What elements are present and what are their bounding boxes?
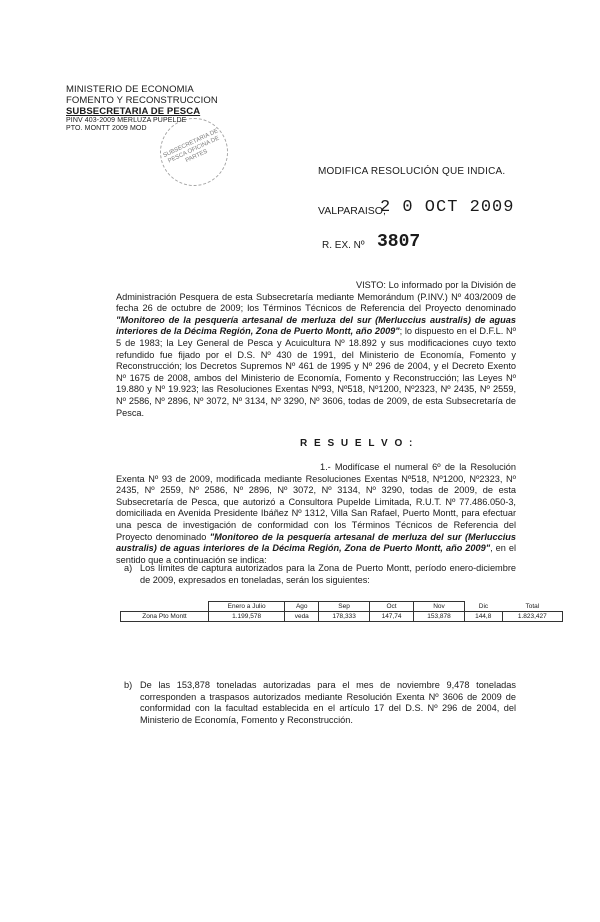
table-cell: 178,333	[319, 612, 370, 622]
visto-label: VISTO:	[356, 280, 386, 290]
table-header: Ago	[285, 602, 319, 612]
point-1-text-b: , en el sentido que a continuación se indica:	[116, 543, 517, 565]
table-cell: 144,8	[464, 612, 502, 622]
table-header: Nov	[414, 602, 465, 612]
point-1-paragraph	[116, 462, 516, 566]
reference-line-2: PTO. MONTT 2009 MOD	[66, 125, 147, 132]
table-cell: 153,878	[414, 612, 465, 622]
visto-paragraph	[116, 280, 516, 419]
table-header: Oct	[369, 602, 413, 612]
ministry-line-1: MINISTERIO DE ECONOMIA	[66, 84, 194, 95]
visto-text-a: Lo informado por la División de Administración Pesquera de esta Subsecretaría mediante Memorándum (P.INV.) Nº 403/2009 de fecha 26 de octubre de 2009; los Términos Técnicos de Referencia del Proyecto denominado	[116, 280, 517, 314]
table-header: Enero a Julio	[208, 602, 284, 612]
visto-project-name: "Monitoreo de la pesquería artesanal de merluza del sur (Merluccius australis) de aguas interiores de la Décima Región, Zona de Puerto Montt, año 2009"	[116, 314, 516, 337]
point-1-text-a: Exenta Nº 93 de 2009, modificada mediante Resoluciones Exentas Nº518, Nº1200, Nº2323, Nº 2435, Nº 2559, Nº 2586, Nº 2896, Nº 3072, Nº 3134, Nº 3290, todas de 2009, de esta Subsecretaría de Pesca, que autorizó a Consultora Pupelde Limitada, R.U.T. Nº 77.486.050-3, domiciliada en Avenida Presidente Ibáñez Nº 1312, Villa San Rafael, Puerto Montt, para efectuar una pesca de investigación de conformidad con los Términos Técnicos de Referencia del Proyecto denominado	[116, 473, 516, 542]
rex-label: R. EX. Nº	[322, 240, 365, 251]
point-1-project-name: "Monitoreo de la pesquería artesanal de merluza del sur (Merluccius australis) de aguas interiores de la Décima Región, Zona de Puerto Montt, año 2009"	[116, 531, 516, 554]
office-stamp-text: SUBSECRETARIA DE PESCA OFICINA DE PARTES	[162, 128, 221, 165]
table-header: Total	[502, 602, 562, 612]
table-corner	[121, 602, 209, 612]
table-header: Sep	[319, 602, 370, 612]
rex-number: 3807	[377, 232, 421, 252]
catch-limits-table	[120, 601, 563, 622]
table-cell: 1.823,427	[502, 612, 562, 622]
point-1-lead: 1.- Modifícase el numeral 6º de la Resolución	[320, 462, 516, 472]
table-cell: 147,74	[369, 612, 413, 622]
item-b-label: b)	[124, 680, 133, 690]
visto-text-b: ; lo dispuesto en el D.F.L. Nº 5 de 1983; la Ley General de Pesca y Acuicultura Nº 18.892 y sus modificaciones cuyo texto refundido fue fijado por el D.S. Nº 430 de 1991, del Ministerio de Economía, Fomento y Reconstrucción; los Decretos Supremos Nº 461 de 1995 y Nº 296 de 2004, y el Decreto Exento Nº 1675 de 2008, ambos del Ministerio de Economía, Fomento y Reconstrucción; las Leyes Nº 19.880 y Nº 19.923; las Resoluciones Exentas Nº93, Nº518, Nº1200, Nº2323, Nº 2435, Nº 2559, Nº 2586, Nº 2896, Nº 3072, Nº 3134, Nº 3290, Nº 3606, todas de 2009, de esta Subsecretaría de Pesca.	[116, 326, 516, 418]
ministry-line-3: SUBSECRETARIA DE PESCA	[66, 106, 201, 117]
item-a-label: a)	[124, 563, 133, 573]
reference-line-1: PINV 403-2009 MERLUZA PUPELDE	[66, 117, 187, 124]
date-stamp: 2 0 OCT 2009	[380, 198, 515, 217]
ministry-line-2: FOMENTO Y RECONSTRUCCION	[66, 95, 218, 106]
table-cell: 1.199,578	[208, 612, 284, 622]
place-label: VALPARAISO,	[318, 205, 386, 217]
table-cell: veda	[285, 612, 319, 622]
resuelvo-heading: R E S U E L V O :	[300, 438, 415, 449]
document-title: MODIFICA RESOLUCIÓN QUE INDICA.	[318, 166, 506, 177]
item-b-text: De las 153,878 toneladas autorizadas para el mes de noviembre 9,478 toneladas corresponden a traspasos autorizados mediante Resolución Exenta Nº 3606 de 2009 de conformidad con la facultad establecida en el artículo 17 del D.S. Nº 296 de 2004, del Ministerio de Economía, Fomento y Reconstrucción.	[140, 680, 516, 725]
item-a-text: Los límites de captura autorizados para la Zona de Puerto Montt, período enero-diciembre de 2009, expresados en toneladas, serán los siguientes:	[140, 563, 516, 585]
table-header-row	[121, 602, 563, 612]
table-row	[121, 612, 563, 622]
table-header: Dic	[464, 602, 502, 612]
table-row-label: Zona Pto Montt	[121, 612, 209, 622]
